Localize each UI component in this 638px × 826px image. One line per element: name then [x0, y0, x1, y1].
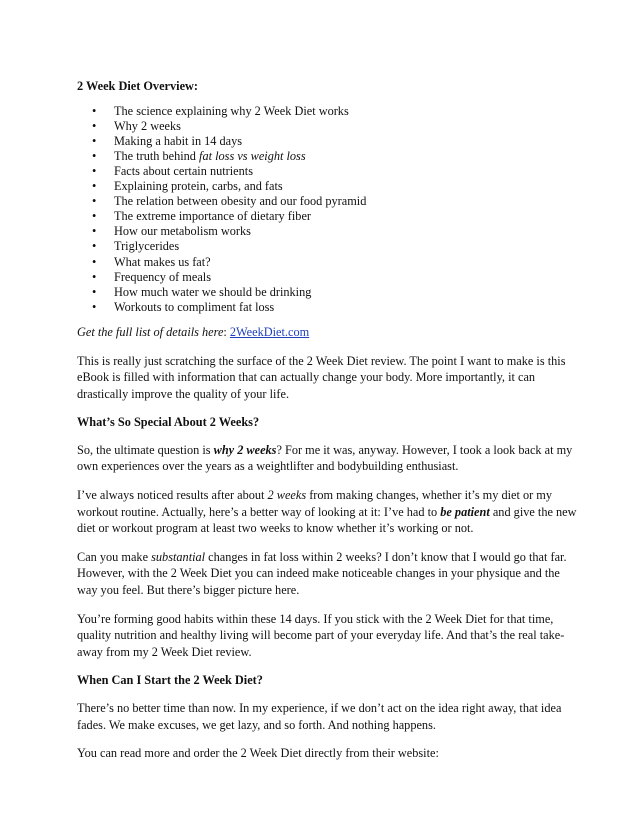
list-item: • Facts about certain nutrients — [77, 164, 577, 179]
list-item: • How our metabolism works — [77, 224, 577, 239]
habits-paragraph: You’re forming good habits within these 14 days. If you stick with the 2 Week Diet for that time, quality nutrition and healthy living will become part of your everyday life. And that’s the real take-away from my 2 Week Diet review. — [77, 611, 565, 659]
paragraph-text: ? For me it was, anyway. However, I took a look back at my own experiences over the years as a weightlifter and bodybuilding enthusiast. — [77, 442, 573, 474]
bold-emphasis: be patient — [440, 504, 490, 519]
paragraph-text: So, the ultimate question is — [77, 442, 214, 457]
italic-emphasis: substantial — [151, 549, 206, 564]
list-item: • The science explaining why 2 Week Diet works — [77, 104, 577, 119]
list-item: • Triglycerides — [77, 239, 577, 254]
list-item: • How much water we should be drinking — [77, 285, 577, 300]
paragraph-text: changes in fat loss within 2 weeks? I don’t know that I would go that far. However, with the 2 Week Diet you can indeed make noticeable changes in your physique and the way you feel. But there’s bigger picture here. — [77, 549, 567, 598]
document-page — [77, 78, 577, 774]
list-item: • Making a habit in 14 days — [77, 134, 577, 149]
bold-emphasis: why 2 weeks — [213, 442, 277, 457]
list-item-text: The truth behind — [114, 148, 200, 163]
details-lead: Get the full list of details here — [77, 324, 224, 339]
overview-heading: 2 Week Diet Overview: — [77, 79, 198, 93]
results-paragraph — [77, 487, 577, 537]
list-item: • Explaining protein, carbs, and fats — [77, 179, 577, 194]
details-line — [77, 324, 577, 341]
substantial-paragraph — [77, 549, 577, 599]
overview-list — [77, 104, 577, 315]
website-link[interactable]: 2WeekDiet.com — [229, 324, 310, 339]
paragraph-text: I’ve always noticed results after about — [77, 488, 268, 503]
intro-paragraph: This is really just scratching the surface of the 2 Week Diet review. The point I want to make is this eBook is filled with information that can actually change your body. More importantly, it can drastically improve the quality of your life. — [77, 353, 566, 401]
list-item-emphasis: fat loss vs weight loss — [199, 148, 306, 163]
list-item — [77, 149, 577, 164]
paragraph-text: Can you make — [77, 549, 152, 564]
list-item: • Workouts to compliment fat loss — [77, 300, 577, 315]
paragraph-text: from making changes, whether it’s my diet or my workout routine. Actually, here’s a better way of looking at it: I’ve had to — [77, 488, 553, 519]
list-item: • What makes us fat? — [77, 255, 577, 270]
list-item: • Why 2 weeks — [77, 119, 577, 134]
special-heading: What’s So Special About 2 Weeks? — [77, 415, 260, 430]
paragraph-text: and give the new diet or workout program at least two weeks to know whether it’s working or not. — [77, 504, 577, 536]
list-item: • Frequency of meals — [77, 270, 577, 285]
list-item: • The extreme importance of dietary fiber — [77, 209, 577, 224]
start-heading: When Can I Start the 2 Week Diet? — [77, 673, 263, 688]
italic-emphasis: 2 weeks — [267, 488, 307, 503]
order-paragraph: You can read more and order the 2 Week Diet directly from their website: — [77, 746, 439, 761]
question-paragraph — [77, 442, 577, 475]
list-item: • The relation between obesity and our food pyramid — [77, 194, 577, 209]
details-colon: : — [223, 324, 230, 339]
now-paragraph: There’s no better time than now. In my experience, if we don’t act on the idea right away, that idea fades. We make excuses, we get lazy, and so forth. And nothing happens. — [77, 701, 562, 732]
